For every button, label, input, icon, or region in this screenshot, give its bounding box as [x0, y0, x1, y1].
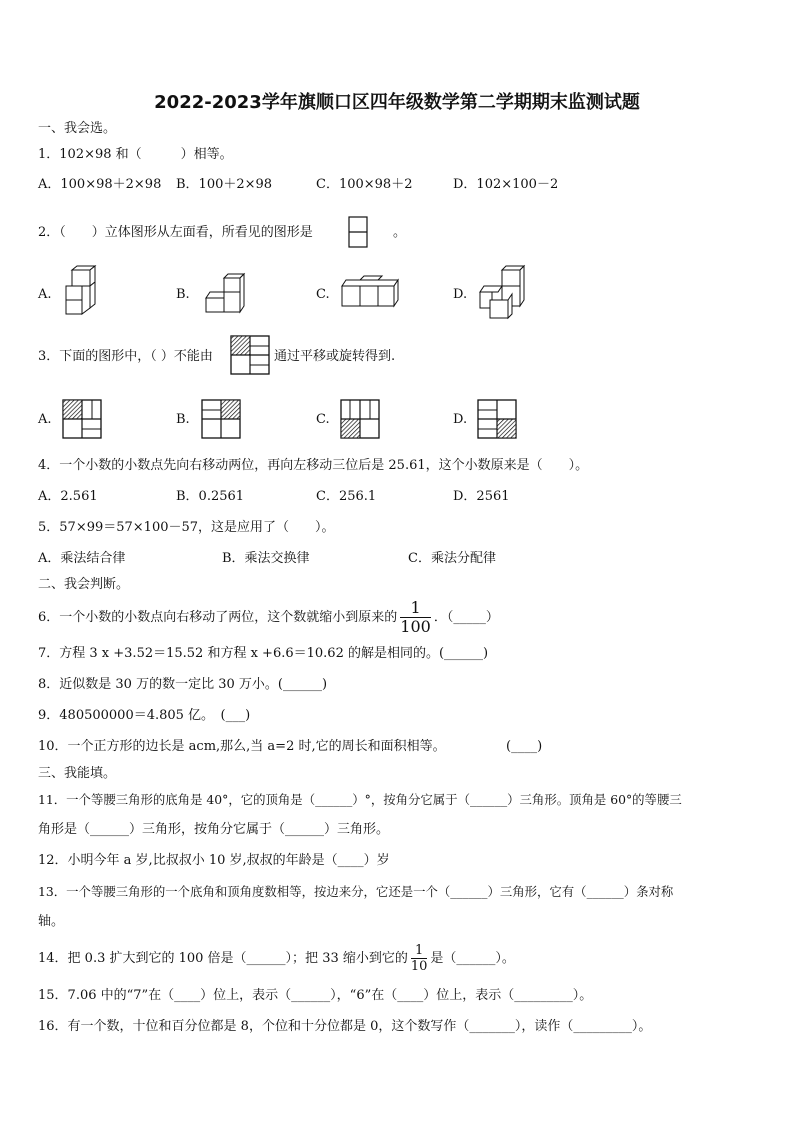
q2-option-d-cube-figure	[478, 266, 528, 322]
q3-option-d: D.	[453, 412, 468, 427]
q2-side-view-figure	[348, 216, 370, 248]
q5-option-a: A．乘法结合律	[38, 551, 126, 566]
question-1-stem: 1．102×98 和（ ）相等。	[38, 147, 233, 162]
page-title: 2022-2023学年旗顺口区四年级数学第二学期期末监测试题	[154, 92, 640, 113]
section-heading-judge: 二、我会判断。	[38, 577, 130, 592]
question-9: 9．480500000＝4.805 亿。 (___)	[38, 708, 251, 723]
q5-option-c: C．乘法分配律	[408, 551, 496, 566]
q3-reference-figure	[230, 335, 272, 377]
q2-stem-end: 。	[393, 225, 407, 240]
question-10-answer-blank: (____)	[506, 739, 543, 754]
section-heading-choice: 一、我会选。	[38, 121, 117, 136]
question-5-stem: 5．57×99＝57×100－57，这是应用了（ ）。	[38, 520, 335, 535]
q6-text-end: ．（_____）	[433, 610, 499, 625]
q4-option-d: D．2561	[453, 489, 510, 504]
question-14	[38, 940, 515, 978]
q3-option-a-figure	[62, 399, 104, 441]
question-11-line-1: 11．一个等腰三角形的底角是 40°，它的顶角是（______）°，按角分它属于（______）三角形。顶角是 60°的等腰三	[38, 792, 682, 807]
question-6	[38, 600, 499, 635]
q6-text-start: 6．一个小数的小数点向右移动了两位，这个数就缩小到原来的	[38, 610, 398, 625]
q4-option-a: A．2.561	[38, 489, 98, 504]
q2-option-b-cube-figure	[204, 274, 246, 316]
question-13-line-2: 轴。	[38, 914, 65, 929]
q2-option-a: A.	[38, 287, 52, 302]
question-13-line-1: 13．一个等腰三角形的一个底角和顶角度数相等，按边来分，它还是一个（______）三角形，它有（______）条对称	[38, 884, 674, 899]
section-heading-fill: 三、我能填。	[38, 766, 117, 781]
question-3-stem-end: 通过平移或旋转得到.	[274, 349, 396, 364]
q3-option-d-figure	[477, 399, 519, 441]
q6-fraction-denominator: 100	[400, 617, 431, 636]
q3-option-b: B.	[176, 412, 190, 427]
q3-option-a: A.	[38, 412, 52, 427]
q2-option-b: B.	[176, 287, 190, 302]
q1-option-d: D．102×100－2	[453, 177, 559, 192]
question-7: 7．方程 3 x +3.52＝15.52 和方程 x +6.6＝10.62 的解是相同的。(______)	[38, 646, 489, 661]
question-3-stem-start: 3．下面的图形中，（ ）不能由	[38, 349, 213, 364]
q1-option-a: A．100×98＋2×98	[38, 177, 162, 192]
q2-option-c-cube-figure	[340, 276, 398, 310]
q2-option-c: C.	[316, 287, 330, 302]
q6-fraction	[400, 600, 431, 635]
q1-option-c: C．100×98＋2	[316, 177, 413, 192]
q1-option-b: B．100＋2×98	[176, 177, 273, 192]
question-10: 10．一个正方形的边长是 acm,那么,当 a=2 时,它的周长和面积相等。	[38, 739, 446, 754]
q14-fraction-denominator: 10	[410, 959, 428, 974]
q14-text-end: 是（______）。	[430, 951, 515, 966]
q3-option-c: C.	[316, 412, 330, 427]
q5-option-b: B．乘法交换律	[222, 551, 310, 566]
q4-option-c: C．256.1	[316, 489, 377, 504]
q2-option-a-cube-figure	[64, 268, 98, 316]
question-4-stem: 4．一个小数的小数点先向右移动两位，再向左移动三位后是 25.61，这个小数原来是（ ）。	[38, 458, 589, 473]
q4-option-b: B．0.2561	[176, 489, 245, 504]
question-16: 16．有一个数，十位和百分位都是 8，个位和十分位都是 0，这个数写作（_______），读作（_________）。	[38, 1019, 652, 1034]
question-12: 12．小明今年 a 岁,比叔叔小 10 岁,叔叔的年龄是（____）岁	[38, 853, 390, 868]
question-15: 15．7.06 中的“7”在（____）位上，表示（______），“6”在（____）位上，表示（_________）。	[38, 988, 593, 1003]
q3-option-b-figure	[201, 399, 243, 441]
q2-option-d: D.	[453, 287, 468, 302]
q14-fraction	[411, 944, 428, 973]
q3-option-c-figure	[340, 399, 382, 441]
question-2-stem: 2．（ ）立体图形从左面看，所看见的图形是	[38, 225, 313, 240]
question-8: 8．近似数是 30 万的数一定比 30 万小。(______)	[38, 677, 328, 692]
q14-fraction-numerator: 1	[411, 944, 428, 959]
q6-fraction-numerator: 1	[400, 600, 431, 618]
q14-text-start: 14．把 0.3 扩大到它的 100 倍是（______）；把 33 缩小到它的	[38, 951, 408, 966]
question-11-line-2: 角形是（______）三角形，按角分它属于（______）三角形。	[38, 822, 390, 837]
